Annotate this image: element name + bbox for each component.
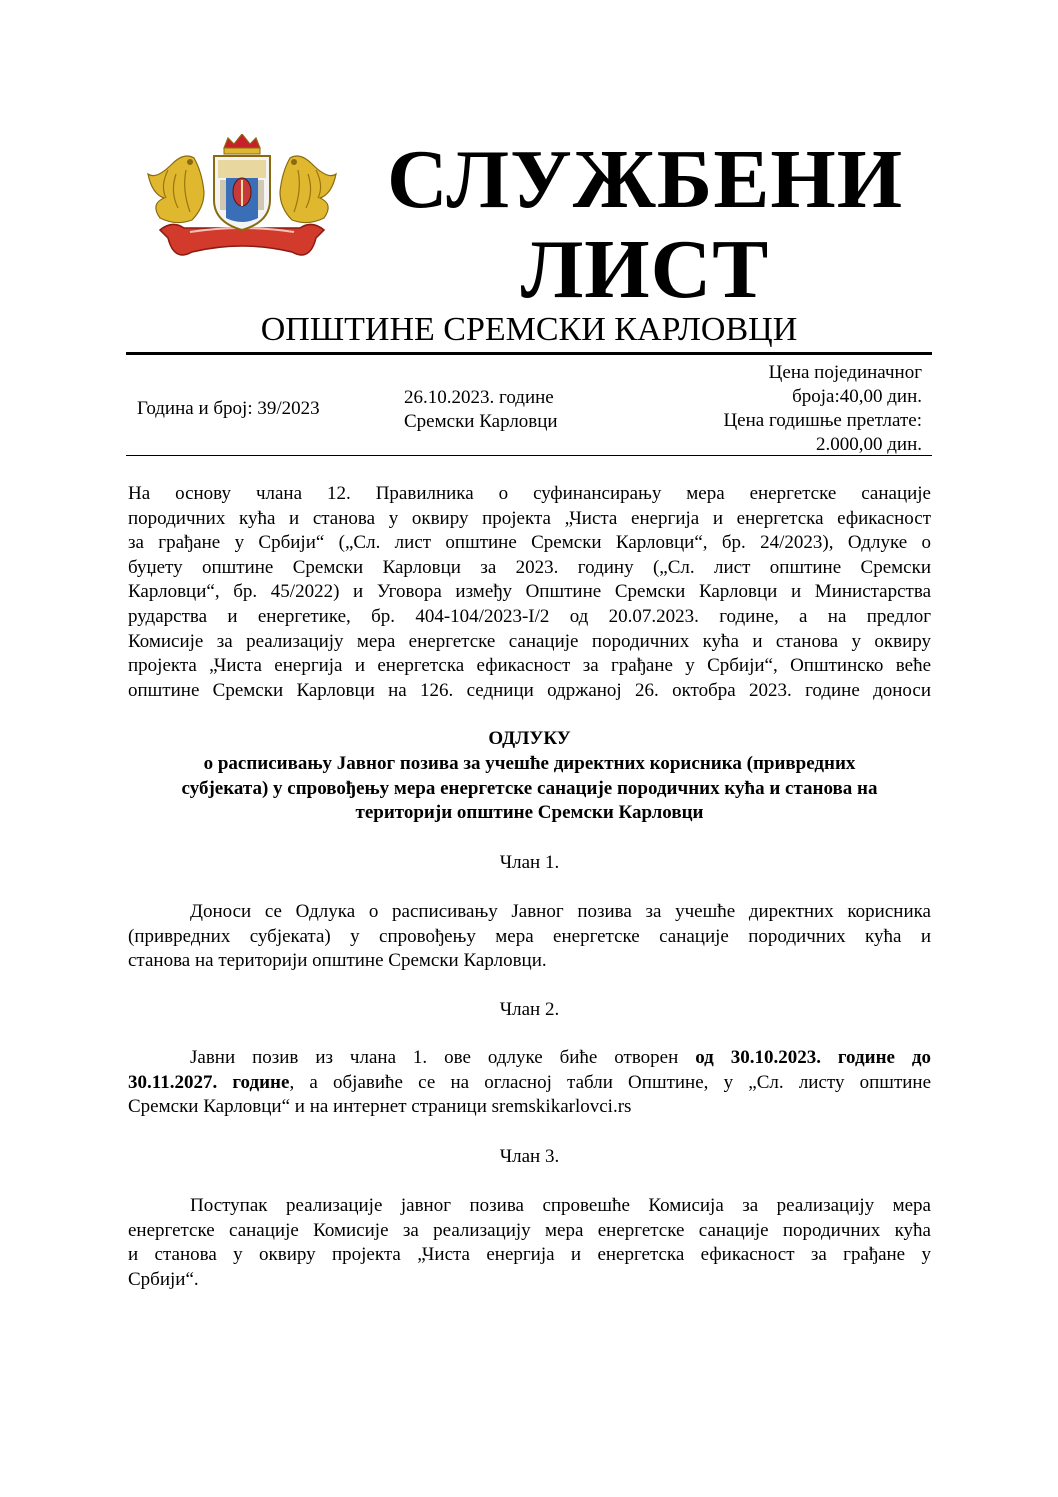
- masthead-rule-top: [126, 352, 932, 355]
- article-1-line: Доноси се Одлука о расписивању Јавног позива за учешће директних корисника: [190, 901, 931, 922]
- article-2-text: Јавни позив из члана 1. ове одлуке биће отворен: [190, 1047, 696, 1068]
- preamble-line: буџету општине Сремски Карловци за 2023. годину („Сл. лист општине Сремски: [128, 556, 931, 578]
- preamble-line: Карловци“, бр. 45/2022) и Уговора између Општине Сремски Карловци и Министарства: [128, 581, 931, 603]
- preamble-line: На основу члана 12. Правилника о суфинансирању мера енергетске санације: [128, 483, 931, 504]
- article-2-heading: Члан 2.: [499, 999, 560, 1020]
- preamble-line: за грађане у Србији“ („Сл. лист општине Сремски Карловци“, бр. 24/2023), Одлуке о: [128, 532, 931, 554]
- article-3-line: Србији“.: [128, 1268, 199, 1290]
- decision-subtitle: [128, 752, 931, 826]
- issue-date: 26.10.2023. године: [404, 387, 554, 408]
- article-3-line: и станова у оквиру пројекта „Чиста енергија и енергетска ефикасност за грађане у: [128, 1244, 931, 1266]
- coat-of-arms-emblem: [142, 134, 342, 266]
- price-block: [660, 361, 922, 457]
- issue-date-place: [404, 386, 558, 434]
- article-2-text: , а објавиће се на огласној табли Општине, у „Сл. листу општине: [289, 1071, 932, 1093]
- article-3-line: Поступак реализације јавног позива спровешће Комисија за реализацију мера: [190, 1195, 931, 1216]
- article-2-line1: [128, 1046, 931, 1071]
- masthead-rule-bottom: [126, 455, 932, 456]
- article-3-heading: Члан 3.: [499, 1146, 560, 1167]
- price-annual-line2: 2.000,00 дин.: [815, 434, 922, 455]
- article-2-line2: [128, 1071, 931, 1096]
- article-3-body: [128, 1194, 931, 1292]
- decision-subtitle-line: субјеката) у спровођењу мера енергетске санације породичних кућа и станова на: [181, 777, 878, 799]
- preamble-paragraph: [128, 482, 931, 703]
- preamble-line: пројекта „Чиста енергија и енергетска ефикасност за грађане у Србији“, Општинско веће: [128, 655, 931, 677]
- article-1-body: [128, 900, 931, 974]
- masthead-subtitle: ОПШТИНЕ СРЕМСКИ КАРЛОВЦИ: [260, 311, 798, 348]
- article-1-line: (привредних субјеката) у спровођењу мера енергетске санације породичних кућа и: [128, 925, 931, 947]
- article-1-heading: Члан 1.: [499, 852, 560, 873]
- masthead-title-line2: ЛИСТ: [520, 223, 770, 316]
- issue-number: Година и број: 39/2023: [137, 398, 320, 419]
- article-2-date-to: 30.11.2027. године: [128, 1071, 290, 1093]
- decision-subtitle-line: о расписивању Јавног позива за учешће директних корисника (привредних: [203, 753, 856, 774]
- price-single-line2: броја:40,00 дин.: [792, 386, 922, 407]
- article-2-body: [128, 1046, 931, 1120]
- preamble-line: рударства и енергетике, бр. 404-104/2023-I/2 од 20.07.2023. године, а на предлог: [128, 605, 931, 627]
- article-2-date-from: од 30.10.2023. године до: [695, 1047, 931, 1068]
- price-single-line1: Цена појединачног: [768, 362, 922, 383]
- preamble-line: Комисије за реализацију мера енергетске санације породичних кућа и станова у оквиру: [128, 630, 931, 652]
- decision-heading: ОДЛУКУ: [488, 728, 571, 749]
- preamble-line: породичних кућа и станова у оквиру пројекта „Чиста енергија и енергетска ефикасност: [128, 507, 931, 529]
- price-annual-line1: Цена годишње претлате:: [723, 410, 922, 431]
- article-2-line3: Сремски Карловци“ и на интернет страници sremskikarlovci.rs: [128, 1096, 632, 1118]
- preamble-line: општине Сремски Карловци на 126. седници одржаној 26. октобра 2023. године доноси: [128, 679, 931, 701]
- masthead-title-line1: СЛУЖБЕНИ: [386, 133, 904, 226]
- issue-place: Сремски Карловци: [404, 411, 558, 432]
- decision-subtitle-line: територији општине Сремски Карловци: [355, 802, 704, 824]
- article-1-line: станова на територији општине Сремски Карловци.: [128, 950, 547, 972]
- article-3-line: енергетске санације Комисије за реализацију мера енергетске санације породичних кућа: [128, 1219, 931, 1241]
